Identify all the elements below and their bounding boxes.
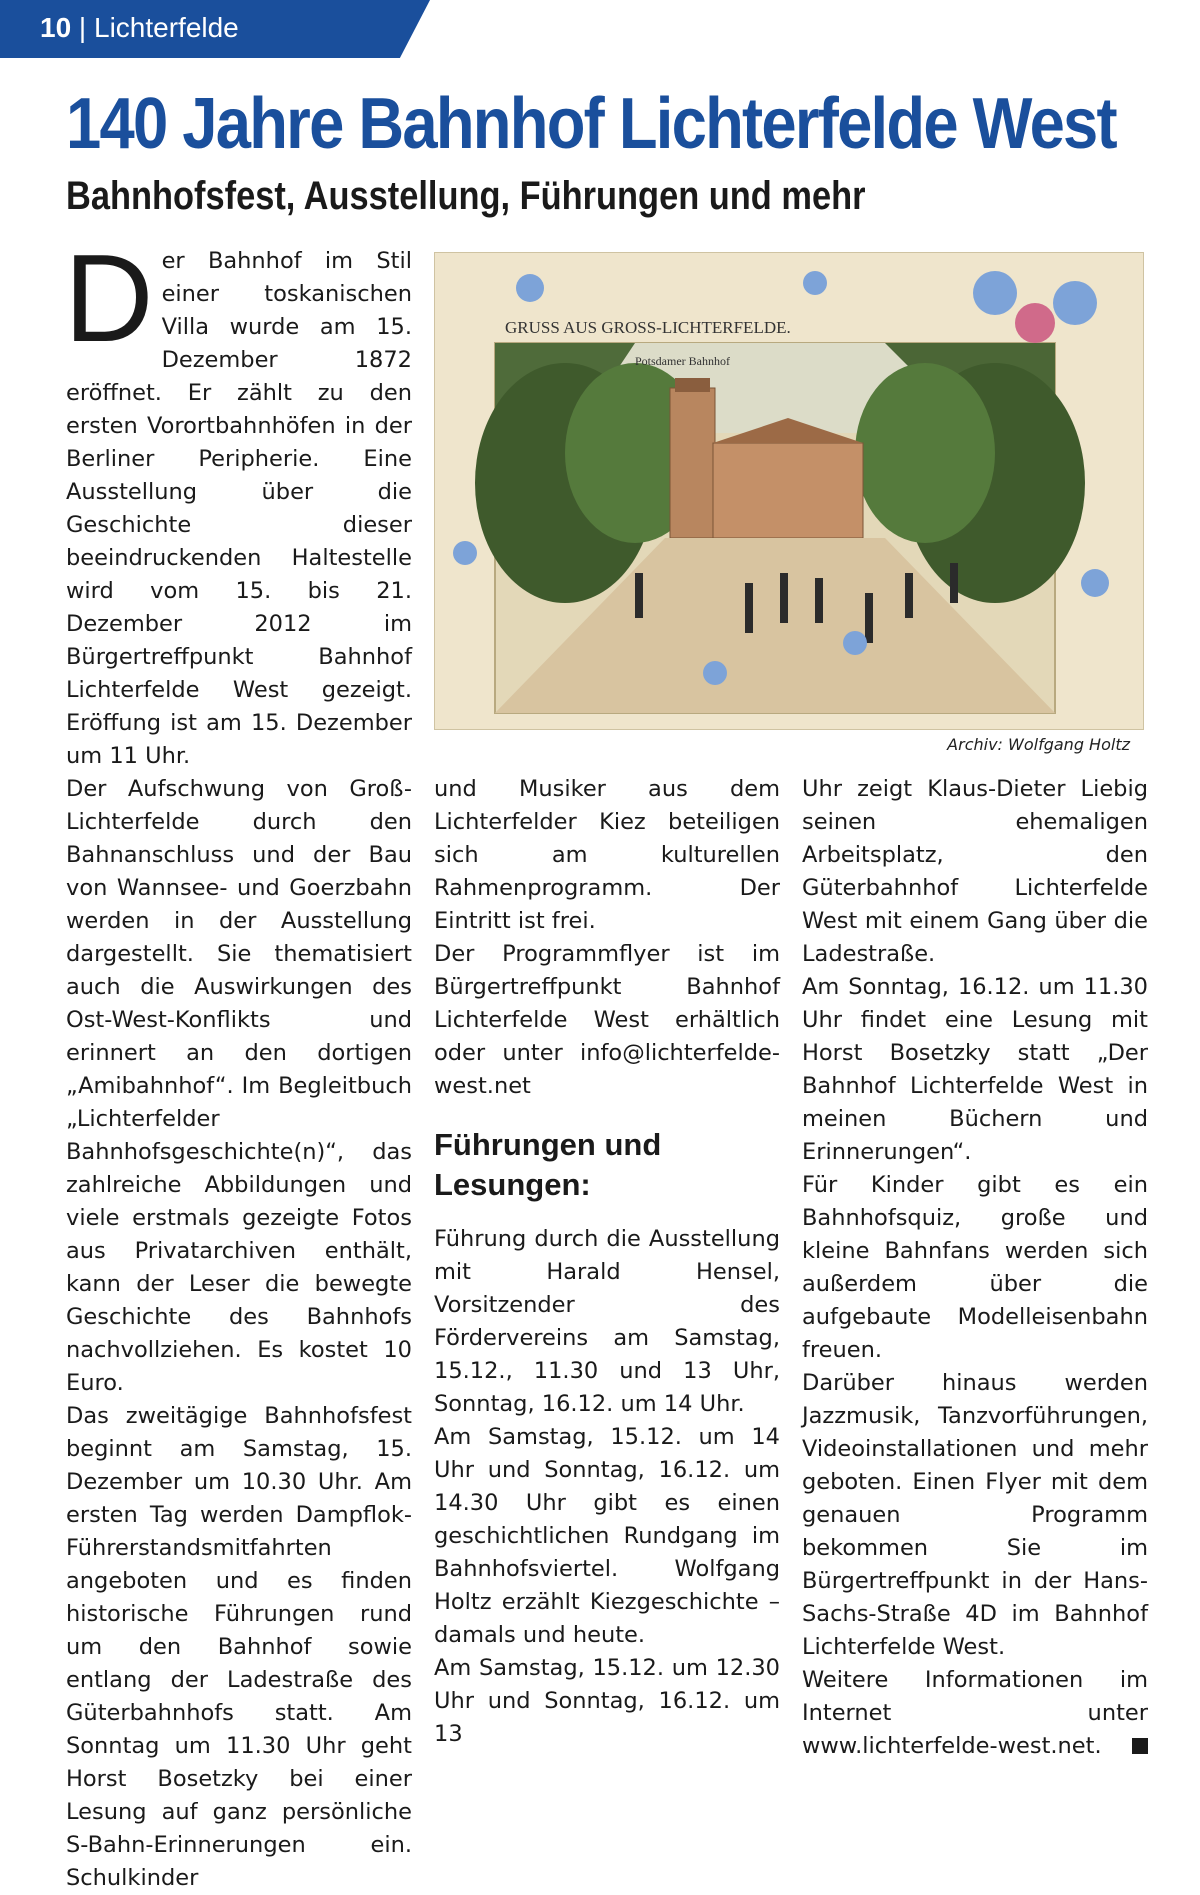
postcard-image: [434, 252, 1144, 730]
paragraph-text: er Bahnhof im Stil einer toskanischen Villa wurde am 15. Dezember 1872 eröffnet. Er zählt zu den ersten Vorortbahnhöfen in der Berliner Peripherie. Eine Ausstellung über die Geschichte dieser beeindruckenden Haltestelle wird vom 15. bis 21. Dezember 2012 im Bürgertreffpunkt Bahnhof Lichterfelde West gezeigt. Eröffung ist am 15. Dezember um 11 Uhr.: [66, 248, 412, 769]
paragraph: Am Samstag, 15.12. um 12.30 Uhr und Sonntag, 16.12. um 13: [434, 1655, 780, 1747]
section-heading: Führungen und Lesungen:: [434, 1127, 662, 1202]
section-name: Lichterfelde: [94, 12, 239, 43]
paragraph: und Musiker aus dem Lichterfelder Kiez beteiligen sich am kulturellen Rahmenprogramm. Der Eintritt ist frei.: [434, 776, 780, 934]
postcard-subtitle: Potsdamer Bahnhof: [635, 354, 730, 368]
header-separator: |: [71, 12, 94, 43]
column-1: [64, 230, 412, 1895]
page-number: 10: [40, 12, 72, 43]
image-caption: Archiv: Wolfgang Holtz: [947, 735, 1130, 754]
drop-cap: D: [64, 230, 154, 368]
paragraph: Darüber hinaus werden Jazzmusik, Tanzvorführungen, Videoinstallationen und mehr geboten. Einen Flyer mit dem genauen Programm bekommen Sie im Bürgertreffpunkt in der Hans-Sachs-Straße 4D im Bahnhof Lichterfelde West.: [802, 1370, 1148, 1660]
paragraph: Am Sonntag, 16.12. um 11.30 Uhr findet eine Lesung mit Horst Bosetzky statt „Der Bahnhof Lichterfelde West in meinen Büchern und Erinnerungen“.: [802, 974, 1148, 1165]
column-2: [434, 773, 780, 1751]
article-title: 140 Jahre Bahnhof Lichterfelde West: [66, 84, 1116, 164]
page-header: [40, 12, 239, 44]
paragraph: Das zweitägige Bahnhofsfest beginnt am Samstag, 15. Dezember um 10.30 Uhr. Am ersten Tag werden Dampflok-Führerstandsmitfahrten angeboten und es finden historische Führungen rund um den Bahnhof sowie entlang der Ladestraße des Güterbahnhofs statt. Am Sonntag um 11.30 Uhr geht Horst Bosetzky bei einer Lesung auf ganz persönliche S-Bahn-Erinnerungen ein. Schulkinder: [66, 1403, 412, 1891]
end-mark-icon: [1132, 1738, 1148, 1754]
article-subtitle: Bahnhofsfest, Ausstellung, Führungen und mehr: [66, 174, 866, 218]
column-3: [802, 773, 1148, 1763]
paragraph: Uhr zeigt Klaus-Dieter Liebig seinen ehemaligen Arbeitsplatz, den Güterbahnhof Lichterfelde West mit einem Gang über die Ladestraße.: [802, 776, 1148, 967]
paragraph: Führung durch die Ausstellung mit Harald Hensel, Vorsitzender des Fördervereins am Samstag, 15.12., 11.30 und 13 Uhr, Sonntag, 16.12. um 14 Uhr.: [434, 1226, 780, 1417]
paragraph: [64, 230, 412, 773]
paragraph: Der Aufschwung von Groß-Lichterfelde durch den Bahnanschluss und der Bau von Wannsee- und Goerzbahn werden in der Ausstellung dargestellt. Sie thematisiert auch die Auswirkungen des Ost-West-Konflikts und erinnert an den dortigen „Amibahnhof“. Im Begleitbuch „Lichterfelder Bahnhofsgeschichte(n)“, das zahlreiche Abbildungen und viele erstmals gezeigte Fotos aus Privatarchiven enthält, kann der Leser die bewegte Geschichte des Bahnhofs nachvollziehen. Es kostet 10 Euro.: [66, 776, 412, 1396]
paragraph-text: Weitere Informationen im Internet unter www.lichterfelde-west.net.: [802, 1667, 1148, 1759]
paragraph: [802, 1664, 1148, 1763]
postcard-greeting: GRUSS AUS GROSS-LICHTERFELDE.: [505, 318, 791, 337]
paragraph: Für Kinder gibt es ein Bahnhofsquiz, große und kleine Bahnfans werden sich außerdem über die aufgebaute Modelleisenbahn freuen.: [802, 1172, 1148, 1363]
paragraph: Der Programmflyer ist im Bürgertreffpunkt Bahnhof Lichterfelde West erhältlich oder unter info@lichterfelde-west.net: [434, 941, 780, 1099]
paragraph: Am Samstag, 15.12. um 14 Uhr und Sonntag, 16.12. um 14.30 Uhr gibt es einen geschichtlichen Rundgang im Bahnhofsviertel. Wolfgang Holtz erzählt Kiezgeschichte – damals und heute.: [434, 1424, 780, 1648]
